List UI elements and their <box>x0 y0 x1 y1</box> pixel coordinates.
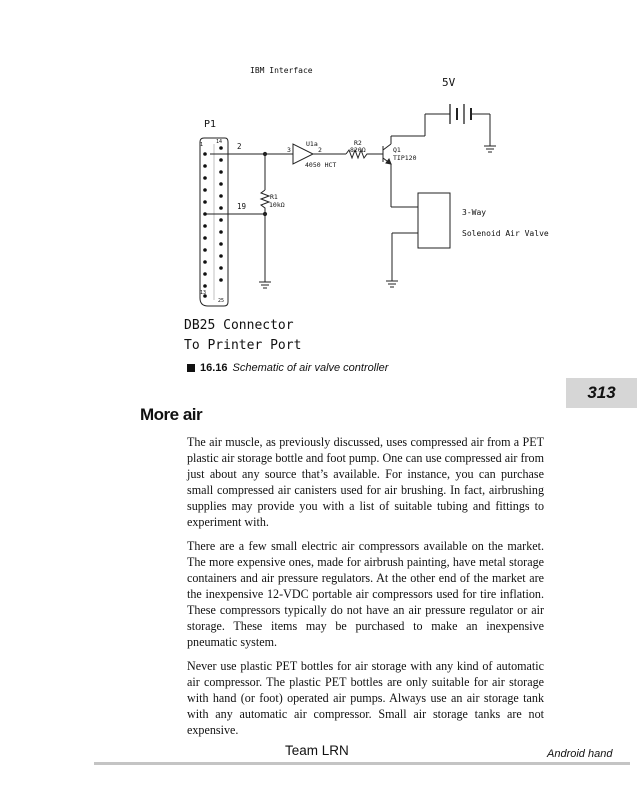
caption-number: 16.16 <box>200 362 228 374</box>
voltage-label: 5V <box>442 76 456 89</box>
q1-ref-label: Q1 <box>393 146 401 154</box>
buffer-part-label: 4050 HCT <box>305 161 337 169</box>
connector-caption-line2: To Printer Port <box>184 338 302 353</box>
interface-label: IBM Interface <box>250 66 313 75</box>
ground-symbol-battery <box>484 146 496 152</box>
footer-rule <box>94 762 630 765</box>
valve-label-line1: 3-Way <box>462 208 487 217</box>
footer-center-text: Team LRN <box>285 743 349 758</box>
r1-value-label: 10kΩ <box>269 201 285 209</box>
pin-25-mark: 25 <box>218 298 225 304</box>
r2-ref-label: R2 <box>354 139 362 147</box>
page-number-tab <box>566 378 637 408</box>
r2-value-label: 820Ω <box>350 146 366 154</box>
connector-ref-label: P1 <box>204 119 217 130</box>
ground-symbol-r1 <box>259 282 271 288</box>
q1-transistor <box>383 144 391 164</box>
body-text <box>187 434 544 746</box>
figure-caption <box>187 362 388 374</box>
paragraph: Never use plastic PET bottles for air storage with any kind of automatic air compressor. The plastic PET bottles are only suitable for air storage with hand (or foot) operated air pumps. Always use an air storage tank with any automatic air compressor. Small air storage tanks are not expensive. <box>187 659 544 737</box>
schematic-figure <box>0 0 637 320</box>
footer-right-text: Android hand <box>547 748 613 760</box>
buffer-out-pin-label: 2 <box>318 146 322 154</box>
paragraph: The air muscle, as previously discussed, uses compressed air from a PET plastic air storage bottle and foot pump. One can use compressed air from just about any source that’s available. For instance, you can purchase small compressed air canisters used for air brushing. In fact, airbrushing supplies may provide you with a list of suitable tubing and fittings to experiment with. <box>187 435 544 529</box>
valve-label-line2: Solenoid Air Valve <box>462 229 549 238</box>
page-number: 313 <box>587 383 616 402</box>
buffer-ref-label: U1a <box>306 140 318 148</box>
r1-ref-label: R1 <box>270 193 278 201</box>
battery-symbol <box>450 104 471 124</box>
paragraph: There are a few small electric air compressors available on the market. The more expensive ones, made for airbrush painting, have metal storage containers and air pressure regulators. At the other end of the market are the inexpensive 12-VDC portable air compressors used for tire inflation. These compressors typically do not have an air pressure regulator or air storage. These items may be purchased to make an inexpensive pneumatic system. <box>187 539 544 649</box>
section-heading: More air <box>140 405 203 424</box>
q1-part-label: TIP120 <box>393 154 417 162</box>
pin-14-mark: 14 <box>216 139 223 145</box>
pin-2-label: 2 <box>237 142 242 151</box>
buffer-in-pin-label: 3 <box>287 146 291 154</box>
r1-resistor <box>261 190 269 214</box>
connector-caption-line1: DB25 Connector <box>184 318 294 333</box>
caption-square-icon <box>187 364 195 372</box>
caption-text: Schematic of air valve controller <box>232 362 389 374</box>
ground-symbol-valve <box>386 281 398 287</box>
db25-pins <box>203 146 223 298</box>
solenoid-valve-box <box>418 193 450 248</box>
pin-13-mark: 13 <box>200 290 207 296</box>
pin-19-label: 19 <box>237 202 247 211</box>
pin-1-mark: 1 <box>200 142 204 148</box>
